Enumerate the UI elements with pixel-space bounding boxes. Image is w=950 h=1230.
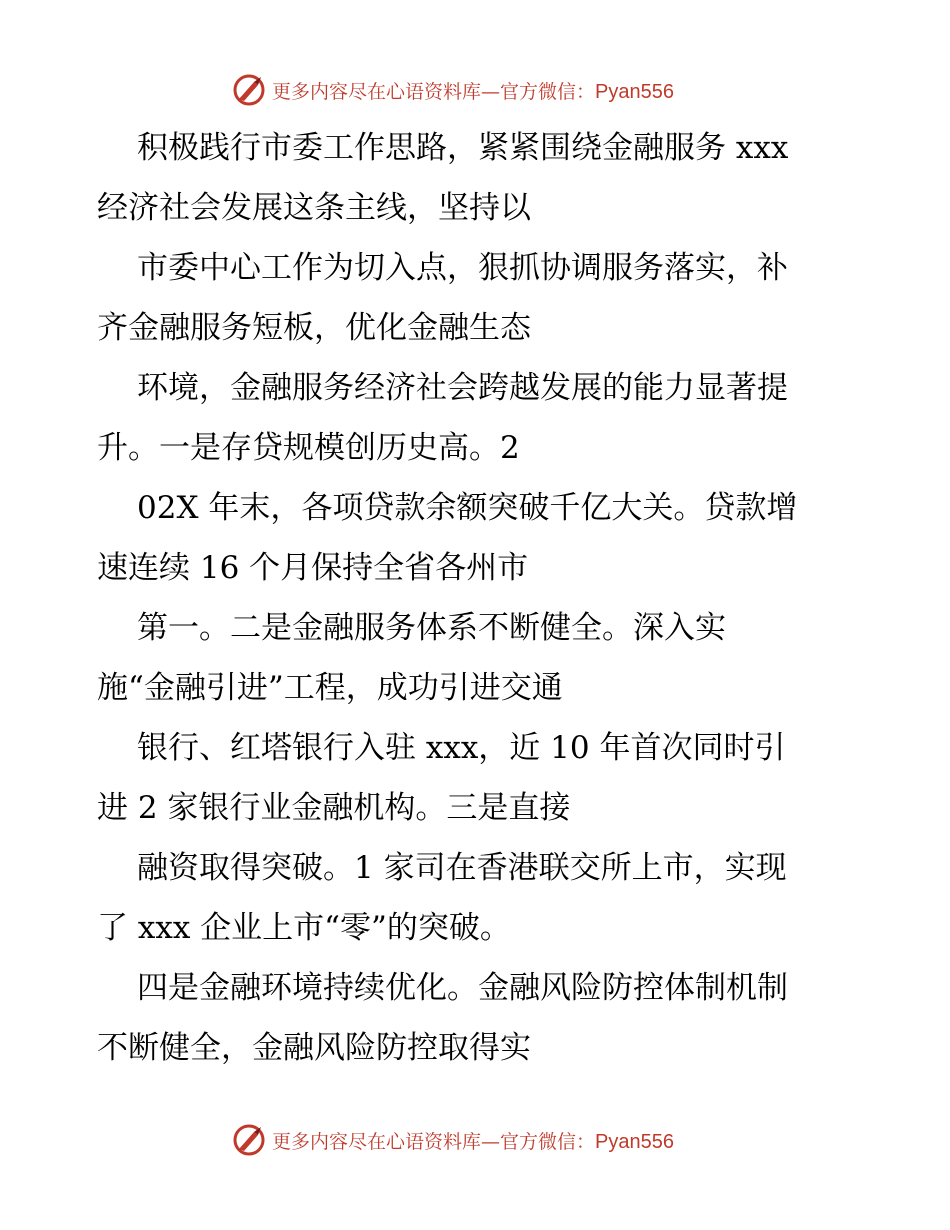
text-line: 施“金融引进”工程，成功引进交通 — [97, 670, 563, 706]
text-line: 环境，金融服务经济社会跨越发展的能力显著提 — [137, 370, 788, 406]
text-line: 融资取得突破。1 家司在香港联交所上市，实现 — [137, 850, 787, 886]
footer-watermark — [232, 1122, 674, 1158]
quill-seal-logo-icon — [232, 1123, 266, 1157]
watermark-text: 更多内容尽在心语资料库—官方微信：Pyan556 — [272, 80, 674, 103]
text-line: 齐金融服务短板，优化金融生态 — [97, 310, 531, 346]
text-line: 积极践行市委工作思路，紧紧围绕金融服务 xxx — [137, 130, 789, 166]
text-line: 经济社会发展这条主线，坚持以 — [97, 190, 531, 226]
text-line: 银行、红塔银行入驻 xxx，近 10 年首次同时引 — [137, 730, 786, 766]
text-line: 了 xxx 企业上市“零”的突破。 — [97, 910, 511, 946]
text-line: 升。一是存贷规模创历史高。2 — [97, 430, 520, 466]
text-line: 不断健全，金融风险防控取得实 — [97, 1030, 531, 1066]
text-line: 进 2 家银行业金融机构。三是直接 — [97, 790, 571, 826]
text-line: 市委中心工作为切入点，狠抓协调服务落实，补 — [137, 250, 788, 286]
text-line: 第一。二是金融服务体系不断健全。深入实 — [137, 610, 726, 646]
text-line: 速连续 16 个月保持全省各州市 — [97, 550, 529, 586]
watermark-text: 更多内容尽在心语资料库—官方微信：Pyan556 — [272, 1130, 674, 1153]
header-watermark — [232, 72, 674, 108]
text-line: 四是金融环境持续优化。金融风险防控体制机制 — [137, 970, 788, 1006]
quill-seal-logo-icon — [232, 73, 266, 107]
text-line: 02X 年末，各项贷款余额突破千亿大关。贷款增 — [137, 490, 798, 526]
